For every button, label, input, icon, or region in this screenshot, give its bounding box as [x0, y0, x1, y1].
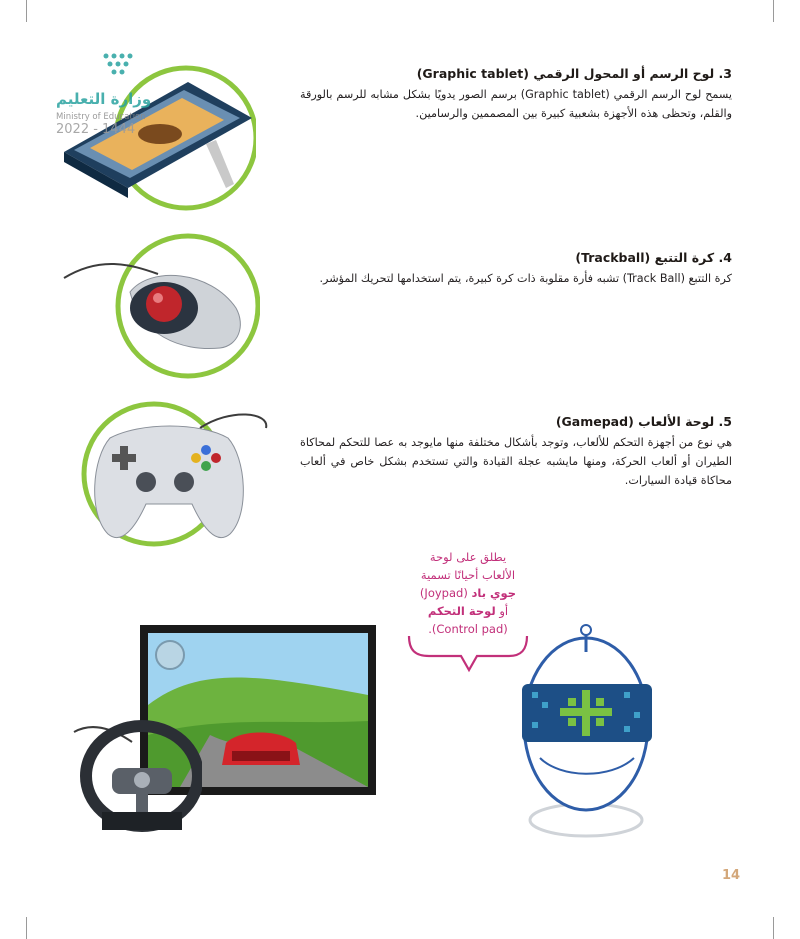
watermark-english: Ministry of Education [56, 112, 146, 122]
callout-line-5: (Control pad). [428, 622, 508, 636]
page-number: 14 [722, 868, 741, 883]
crop-mark-top-right [773, 0, 774, 22]
section-body: يسمح لوح الرسم الرقمي (Graphic tablet) برسم الصور يدويًا بشكل مشابه للرسم بالورقة والقلم، وتحظى هذه الأجهزة بشعبية كبيرة بين المصممين والرسامين. [300, 88, 732, 120]
callout-or: أو [499, 604, 509, 618]
crop-mark-bottom-right [773, 917, 774, 939]
ministry-watermark [56, 50, 156, 140]
section-gamepad [300, 414, 732, 490]
watermark-year: 2022 - 1444 [56, 122, 136, 137]
steering-wheel-illustration [72, 712, 202, 836]
watermark-arabic: وزارة التعليم [56, 90, 152, 108]
section-title: 5. لوحة الألعاب (Gamepad) [555, 414, 732, 429]
callout-line-1: يطلق على لوحة [429, 550, 507, 564]
gamepad-illustration [80, 398, 280, 558]
callout-term-control-pad: لوحة التحكم [427, 604, 496, 618]
callout-term-joypad-latin: (Joypad) [419, 586, 468, 600]
trackball-illustration [60, 230, 260, 386]
section-trackball [300, 250, 732, 288]
section-body: هي نوع من أجهزة التحكم للألعاب، وتوجد بأشكال مختلفة منها مايوجد به عصا للتحكم لمحاكاة الطيران أو ألعاب الحركة، ومنها مايشبه عجلة القيادة والتي تستخدم بشكل خاص في ألعاب محاكاة قيادة السيارات. [300, 436, 732, 487]
callout-term-joypad: جوي باد [471, 586, 517, 600]
section-body: كرة التتبع (Track Ball) تشبه فأرة مقلوبة ذات كرة كبيرة، يتم استخدامها لتحريك المؤشر. [319, 272, 732, 285]
section-title: 3. لوح الرسم أو المحول الرقمي (Graphic tablet) [416, 66, 732, 81]
led-ball-illustration [510, 618, 660, 840]
crop-mark-top-left [26, 0, 27, 22]
section-graphic-tablet [300, 66, 732, 123]
callout-line-3 [405, 584, 531, 602]
watermark-dots-logo [96, 50, 166, 80]
callout-line-2: الألعاب أحيانًا تسمية [420, 568, 516, 582]
crop-mark-bottom-left [26, 917, 27, 939]
section-title: 4. كرة التتبع (Trackball) [575, 250, 732, 265]
